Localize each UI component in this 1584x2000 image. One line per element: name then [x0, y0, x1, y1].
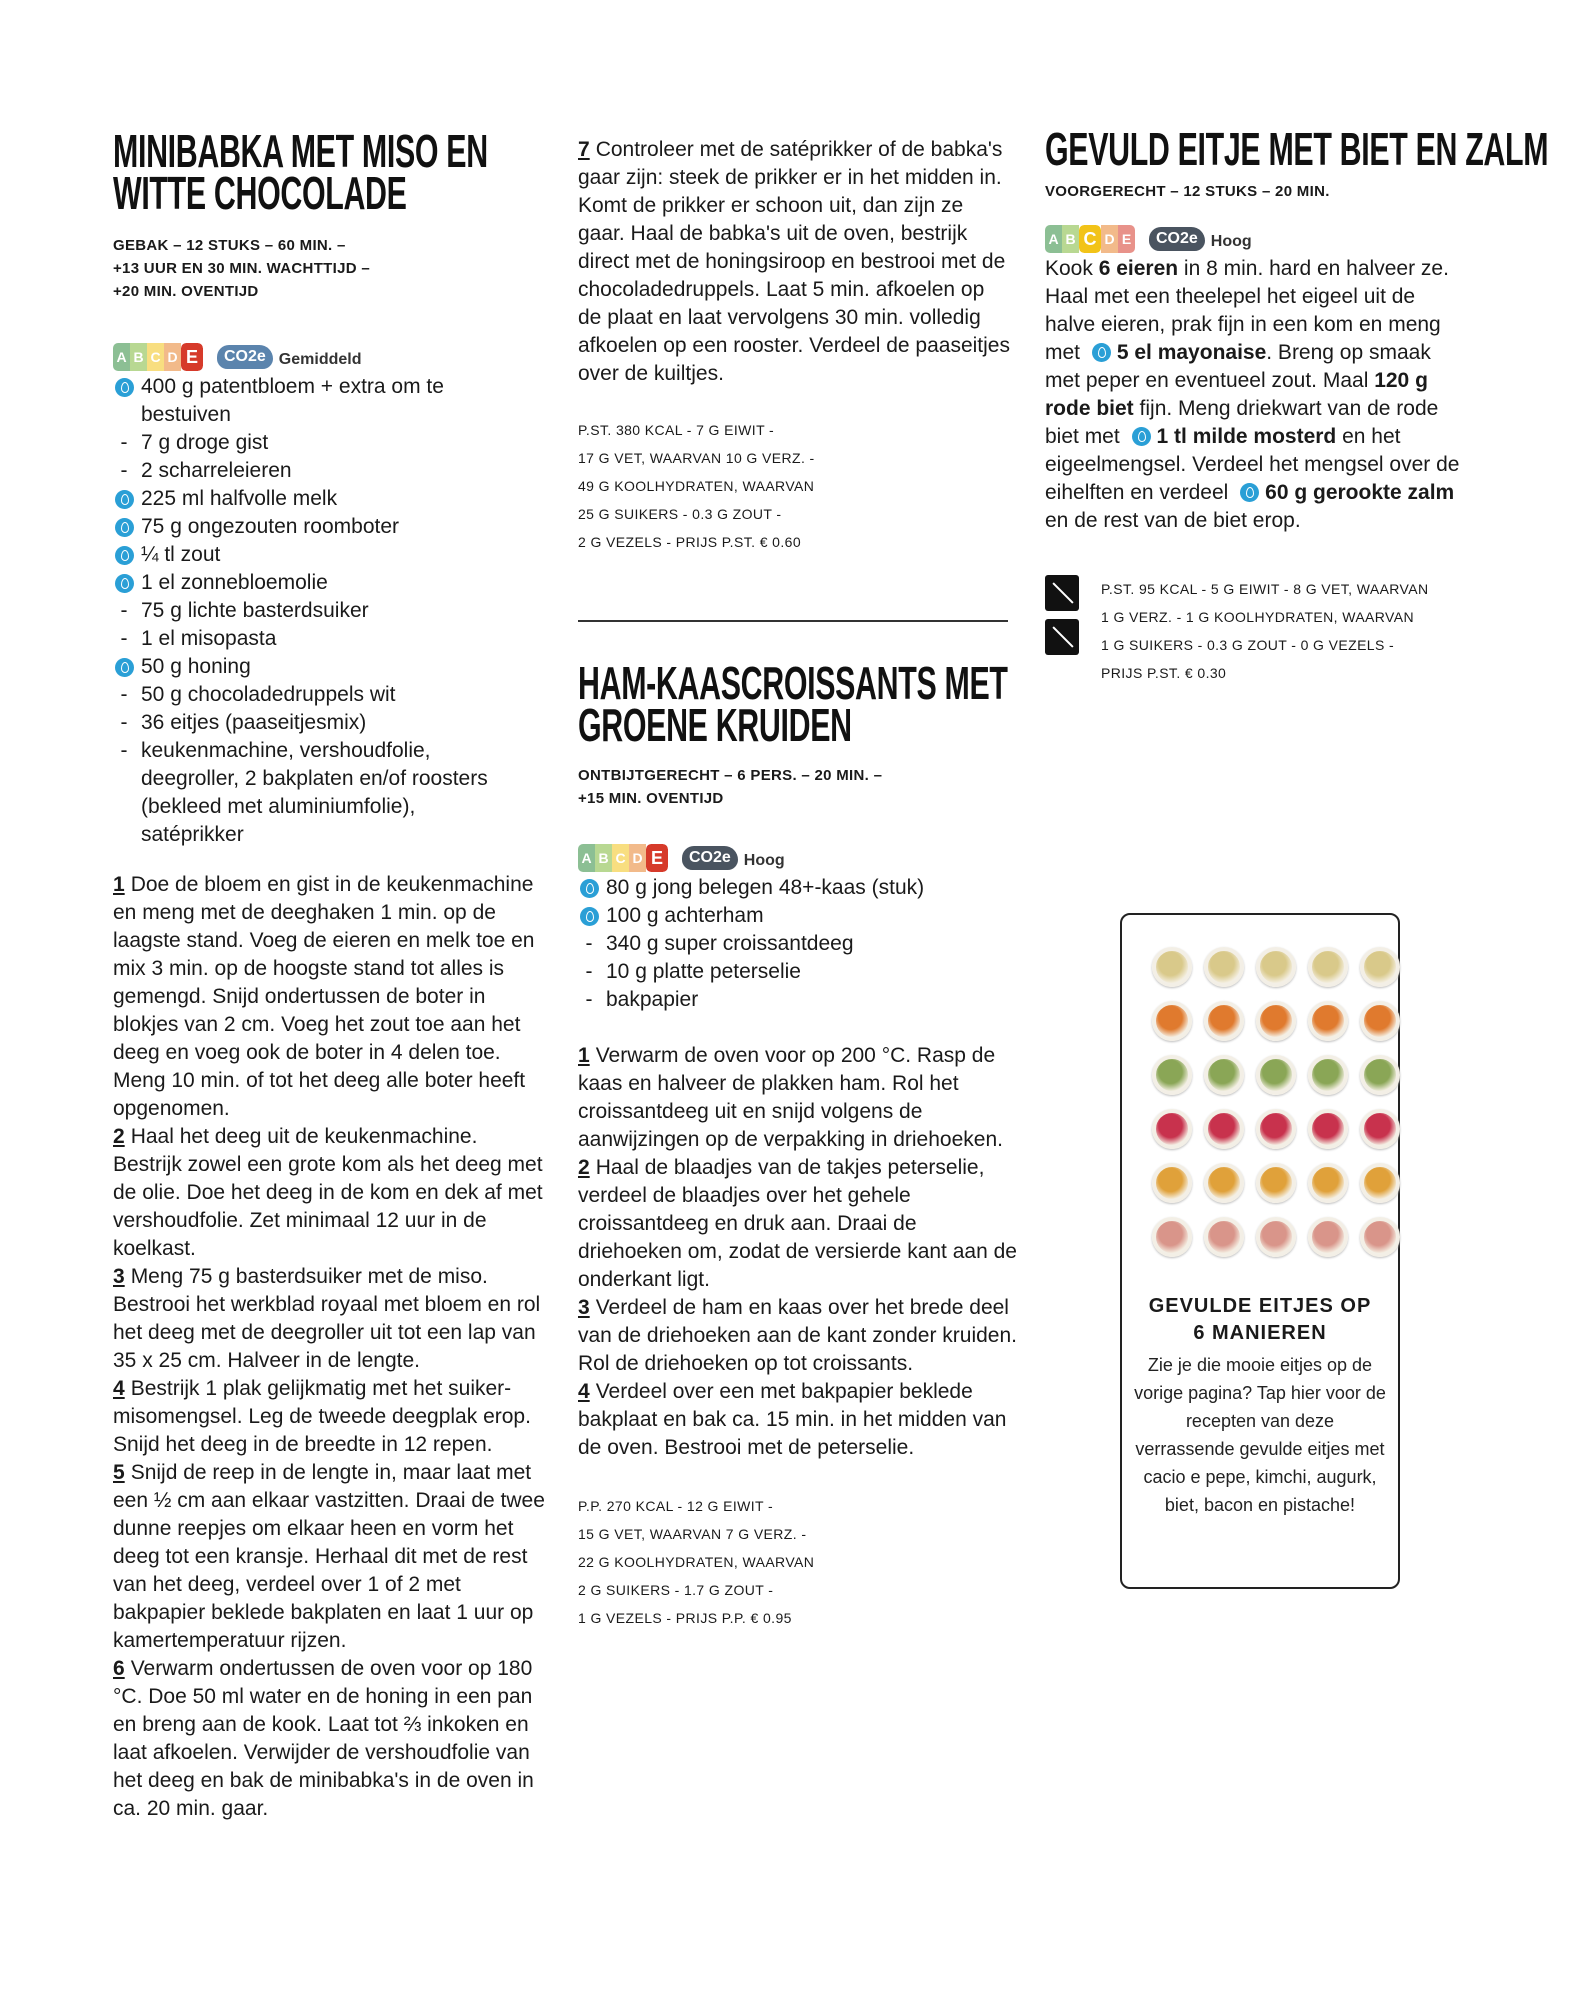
- nutrition-line: 1 G VEZELS - PRIJS P.P. € 0.95: [578, 1610, 792, 1626]
- ingredient-item: [113, 569, 553, 597]
- egg: [1308, 1109, 1348, 1149]
- egg: [1204, 1001, 1244, 1041]
- bullet: [113, 765, 135, 793]
- bullet: [113, 793, 135, 821]
- ingredient-text: 1 el misopasta: [141, 627, 277, 650]
- ingredient-text: 400 g patentbloem + extra om te: [141, 375, 444, 398]
- step-text: Verwarm de oven voor op 200 °C. Rasp de kaas en halveer de plakken ham. Rol het croissantdeeg uit en snijd volgens de aanwijzingen op de verpakking in driehoeken.: [578, 1044, 1003, 1151]
- eggs-photo: [1152, 947, 1398, 1257]
- ingredient-bonus-icon: [113, 541, 135, 569]
- nutriscore-b: B: [130, 343, 147, 371]
- recipe-minibabka-continued: [578, 136, 1010, 556]
- drop-icon: [115, 378, 134, 397]
- ingredient-text: 100 g achterham: [606, 904, 764, 927]
- nutriscore-d: D: [629, 844, 646, 872]
- promo-text: Zie je die mooie eitjes op de vorige pagina? Tap hier voor de recepten van deze verrassende gevulde eitjes met cacio e pepe, kimchi, augurk, biet, bacon en pistache!: [1134, 1355, 1386, 1515]
- meta-line: GEBAK – 12 STUKS – 60 MIN. –: [113, 237, 346, 254]
- steps: [578, 136, 1010, 388]
- nutriscore-b: B: [1062, 225, 1079, 253]
- meta-line: ONTBIJTGERECHT – 6 PERS. – 20 MIN. –: [578, 767, 883, 784]
- co2-rating: [682, 846, 785, 870]
- step-text: Meng 75 g basterdsuiker met de miso. Bestrooi het werkblad royaal met bloem en rol het deeg met de deegroller uit tot een lap van 35 x 25 cm. Halveer in de lengte.: [113, 1265, 541, 1372]
- egg: [1256, 1055, 1296, 1095]
- step-number: 1: [113, 873, 125, 896]
- steps: [113, 871, 545, 1823]
- ingredient-highlight: 60 g gerookte zalm: [1265, 481, 1455, 504]
- ingredient-text: 50 g chocoladedruppels wit: [141, 683, 396, 706]
- nutrition-info: [578, 416, 1010, 556]
- co2-level: Hoog: [1210, 233, 1252, 250]
- bullet: -: [120, 459, 128, 482]
- instruction-text: . Breng op smaak met peper en eventueel zout. Maal: [1045, 341, 1431, 392]
- step-number: 7: [578, 138, 590, 161]
- ingredient-bonus-icon: [1092, 343, 1111, 362]
- egg: [1152, 947, 1192, 987]
- ingredient-text: (bekleed met aluminiumfolie),: [141, 795, 416, 818]
- step: [578, 1042, 1018, 1154]
- title-line: HAM-KAASCROISSANTS MET: [578, 657, 1008, 709]
- egg: [1308, 1001, 1348, 1041]
- bullet: -: [585, 932, 593, 955]
- egg: [1256, 1109, 1296, 1149]
- nutrition-line: 2 G VEZELS - PRIJS P.ST. € 0.60: [578, 534, 802, 550]
- ingredient-list: [578, 874, 1018, 1014]
- instruction-text: fijn. Meng driekwart van de rode biet met: [1045, 397, 1439, 448]
- ingredient-text: ¼ tl zout: [141, 543, 221, 566]
- instruction-text: in 8 min. hard en halveer ze. Haal met een theelepel het eigeel uit de halve eieren, prak fijn in een kom en meng met: [1045, 257, 1449, 364]
- ingredient-text: bakpapier: [606, 988, 699, 1011]
- title-line: WITTE CHOCOLADE: [113, 167, 407, 219]
- recipe-meta: [113, 234, 553, 303]
- ingredient-list: [113, 373, 553, 849]
- title-line: MINIBABKA MET MISO EN: [113, 125, 488, 177]
- step: [113, 1263, 545, 1375]
- bullet: -: [585, 960, 593, 983]
- egg: [1204, 947, 1244, 987]
- ingredient-item: [113, 821, 553, 849]
- divider: [578, 620, 1008, 622]
- ingredient-item: [113, 737, 553, 765]
- step-number: 4: [578, 1380, 590, 1403]
- ingredient-bonus-icon: [1132, 427, 1151, 446]
- nutriscore-a: A: [113, 343, 130, 371]
- ingredient-item: [113, 401, 553, 429]
- step-number: 5: [113, 1461, 125, 1484]
- title-line: GROENE KRUIDEN: [578, 699, 852, 751]
- nutrition-block: [1045, 575, 1485, 687]
- nutrition-info: [1101, 575, 1429, 687]
- step-text: Doe de bloem en gist in de keukenmachine en meng met de deeghaken 1 min. op de laagste stand. Voeg de eieren en melk toe en mix 3 min. op de hoogste stand tot alles is gemengd. Snijd ondertussen de boter in blokjes van 2 cm. Voeg het zout toe aan het deeg en voeg ook de boter in 4 delen toe. Meng 10 min. of tot het deeg alle boter heeft opgenomen.: [113, 873, 535, 1120]
- step: [578, 136, 1010, 388]
- recipe-gevuld-eitje: [1045, 123, 1549, 687]
- labels: [113, 341, 553, 373]
- ingredient-bonus-icon: [1240, 483, 1259, 502]
- ingredient-text: 36 eitjes (paaseitjesmix): [141, 711, 367, 734]
- ingredient-item: [113, 765, 553, 793]
- title-line: 6 MANIEREN: [1193, 1322, 1327, 1344]
- meta-line: +20 MIN. OVENTIJD: [113, 283, 259, 300]
- ingredient-text: 75 g ongezouten roomboter: [141, 515, 400, 538]
- nutriscore-e: E: [181, 343, 203, 371]
- ingredient-highlight: 5 el mayonaise: [1116, 341, 1267, 364]
- recipe-meta: VOORGERECHT – 12 STUKS – 20 MIN.: [1045, 183, 1330, 200]
- nutriscore-c: C: [1079, 225, 1101, 253]
- ingredient-highlight: 120 g rode biet: [1045, 369, 1428, 420]
- nutriscore-badge: [1045, 225, 1135, 253]
- egg: [1360, 1055, 1400, 1095]
- nutriscore-e: E: [1118, 225, 1135, 253]
- ingredient-text: 1 el zonnebloemolie: [141, 571, 328, 594]
- recipe-title: GEVULD EITJE MET BIET EN ZALM: [1045, 123, 1549, 175]
- recipe-title: [578, 657, 1008, 751]
- co2-cloud-icon: CO2e: [682, 846, 738, 870]
- nutriscore-badge: [578, 844, 668, 872]
- step-text: Verdeel de ham en kaas over het brede deel van de driehoeken aan de kant zonder kruiden. Rol de driehoeken op tot croissants.: [578, 1296, 1017, 1375]
- bullet: -: [120, 739, 128, 762]
- step: [578, 1378, 1018, 1462]
- egg: [1204, 1055, 1244, 1095]
- co2-rating: [1149, 227, 1252, 251]
- ingredient-text: 7 g droge gist: [141, 431, 269, 454]
- step: [113, 1655, 545, 1823]
- ingredient-item: [113, 653, 553, 681]
- ingredient-highlight: 6 eieren: [1098, 257, 1179, 280]
- nutrition-line: 22 G KOOLHYDRATEN, WAARVAN: [578, 1554, 815, 1570]
- nutrition-info: [578, 1492, 1018, 1632]
- step-text: Controleer met de satéprikker of de babka's gaar zijn: steek de prikker er in het midden in. Komt de prikker er schoon uit, dan zijn ze gaar. Haal de babka's uit de oven, bestrijk direct met de honingsiroop en bestrooi met de chocoladedruppels. Laat 5 min. afkoelen op de plaat en laat vervolgens 30 min. volledig afkoelen op een rooster. Verdeel de paaseitjes over de kuiltjes.: [578, 138, 1010, 385]
- drop-icon: [580, 879, 599, 898]
- ingredient-text: bestuiven: [141, 403, 231, 426]
- egg: [1204, 1217, 1244, 1257]
- bullet: -: [585, 988, 593, 1011]
- co2-cloud-icon: CO2e: [1149, 227, 1205, 251]
- ingredient-item: [113, 597, 553, 625]
- step-number: 3: [113, 1265, 125, 1288]
- egg: [1360, 1001, 1400, 1041]
- ingredient-item: [578, 902, 1018, 930]
- ingredient-text: deegroller, 2 bakplaten en/of roosters: [141, 767, 488, 790]
- ingredient-item: [113, 793, 553, 821]
- instruction-text: en het eigeelmengsel. Verdeel het mengsel over de eihelften en verdeel: [1045, 425, 1460, 504]
- ingredient-text: satéprikker: [141, 823, 244, 846]
- ingredient-bonus-icon: [578, 902, 600, 930]
- recipe-title: [113, 125, 488, 219]
- nutrition-line: 17 G VET, WAARVAN 10 G VERZ. -: [578, 450, 815, 466]
- ingredient-item: [578, 930, 1018, 958]
- egg: [1256, 1001, 1296, 1041]
- ingredient-text: 340 g super croissantdeeg: [606, 932, 854, 955]
- nutriscore-a: A: [578, 844, 595, 872]
- step-number: 2: [113, 1125, 125, 1148]
- egg: [1256, 1217, 1296, 1257]
- ingredient-bonus-icon: [113, 485, 135, 513]
- ingredient-text: 75 g lichte basterdsuiker: [141, 599, 369, 622]
- bullet: [113, 401, 135, 429]
- recipe-minibabka: [113, 125, 553, 1823]
- co2-level: Gemiddeld: [278, 351, 362, 368]
- egg: [1204, 1163, 1244, 1203]
- nutrition-line: 1 G VERZ. - 1 G KOOLHYDRATEN, WAARVAN: [1101, 609, 1415, 625]
- bullet: -: [120, 431, 128, 454]
- step-text: Snijd de reep in de lengte in, maar laat met een ½ cm aan elkaar vastzitten. Draai de twee dunne reepjes om elkaar heen en vorm het deeg tot een kransje. Herhaal dit met de rest van het deeg, verdeel over 1 of 2 met bakpapier beklede bakplaten en laat 1 uur op kamertemperatuur rijzen.: [113, 1461, 545, 1652]
- nutrition-line: P.P. 270 KCAL - 12 G EIWIT -: [578, 1498, 774, 1514]
- ingredient-text: 50 g honing: [141, 655, 251, 678]
- title-line: GEVULDE EITJES OP: [1148, 1295, 1372, 1317]
- step-text: Haal het deeg uit de keukenmachine. Bestrijk zowel een grote kom als het deeg met de olie. Doe het deeg in de kom en dek af met vershoudfolie. Zet minimaal 12 uur in de koelkast.: [113, 1125, 543, 1260]
- recipe-ham-kaascroissants: [578, 657, 1018, 1632]
- instruction-text: en de rest van de biet erop.: [1045, 509, 1301, 532]
- bullet: [113, 821, 135, 849]
- egg: [1256, 947, 1296, 987]
- ingredient-item: [113, 625, 553, 653]
- ingredient-bonus-icon: [113, 373, 135, 401]
- drop-icon: [115, 658, 134, 677]
- labels: [1045, 223, 1485, 255]
- egg: [1204, 1109, 1244, 1149]
- drop-icon: [115, 574, 134, 593]
- gluten-free-icon: [1045, 575, 1079, 611]
- nutrition-line: 49 G KOOLHYDRATEN, WAARVAN: [578, 478, 815, 494]
- nutriscore-c: C: [147, 343, 164, 371]
- nutrition-line: P.ST. 95 KCAL - 5 G EIWIT - 8 G VET, WAARVAN: [1101, 581, 1429, 597]
- nutrition-line: P.ST. 380 KCAL - 7 G EIWIT -: [578, 422, 775, 438]
- egg: [1360, 1217, 1400, 1257]
- ingredient-text: 225 ml halfvolle melk: [141, 487, 338, 510]
- step-text: Verdeel over een met bakpapier beklede bakplaat en bak ca. 15 min. in het midden van de oven. Bestrooi met de peterselie.: [578, 1380, 1007, 1459]
- recipe-meta: [578, 764, 1018, 810]
- ingredient-text: 2 scharreleieren: [141, 459, 292, 482]
- ingredient-item: [113, 457, 553, 485]
- ingredient-item: [578, 874, 1018, 902]
- nutriscore-badge: [113, 343, 203, 371]
- nutriscore-a: A: [1045, 225, 1062, 253]
- egg: [1308, 1163, 1348, 1203]
- egg: [1152, 1001, 1192, 1041]
- egg: [1308, 1217, 1348, 1257]
- diet-icons: [1045, 575, 1079, 687]
- egg: [1360, 1109, 1400, 1149]
- step-number: 2: [578, 1156, 590, 1179]
- meta-line: +15 MIN. OVENTIJD: [578, 790, 724, 807]
- steps: [578, 1042, 1018, 1462]
- drop-icon: [115, 490, 134, 509]
- nutriscore-b: B: [595, 844, 612, 872]
- instruction-text: Kook: [1045, 257, 1099, 280]
- nutrition-line: 25 G SUIKERS - 0.3 G ZOUT -: [578, 506, 782, 522]
- co2-rating: [217, 345, 361, 369]
- meta-line: +13 UUR EN 30 MIN. WACHTTIJD –: [113, 260, 370, 277]
- ingredient-text: 10 g platte peterselie: [606, 960, 801, 983]
- nutriscore-e: E: [646, 844, 668, 872]
- step: [113, 1375, 545, 1459]
- ingredient-item: [578, 986, 1018, 1014]
- ingredient-text: 80 g jong belegen 48+-kaas (stuk): [606, 876, 925, 899]
- step-text: Haal de blaadjes van de takjes peterselie, verdeel de blaadjes over het gehele croissantdeeg en druk aan. Draai de driehoeken om, zodat de versierde kant aan de onderkant ligt.: [578, 1156, 1017, 1291]
- promo-title: [1122, 1293, 1398, 1347]
- nutrition-line: 2 G SUIKERS - 1.7 G ZOUT -: [578, 1582, 774, 1598]
- step: [113, 871, 545, 1123]
- ingredient-bonus-icon: [113, 513, 135, 541]
- step: [578, 1294, 1018, 1378]
- step: [578, 1154, 1018, 1294]
- promo-card-gevulde-eitjes[interactable]: [1120, 913, 1400, 1589]
- ingredient-highlight: 1 tl milde mosterd: [1156, 425, 1337, 448]
- labels: [578, 842, 1018, 874]
- nutriscore-d: D: [164, 343, 181, 371]
- egg: [1152, 1217, 1192, 1257]
- bullet: -: [120, 599, 128, 622]
- step-text: Verwarm ondertussen de oven voor op 180 °C. Doe 50 ml water en de honing in een pan en breng aan de kook. Laat tot ⅔ inkoken en laat afkoelen. Verwijder de vershoudfolie van het deeg en bak de minibabka's in de oven in ca. 20 min. gaar.: [113, 1657, 534, 1820]
- bullet: -: [120, 683, 128, 706]
- nutrition-line: 15 G VET, WAARVAN 7 G VERZ. -: [578, 1526, 807, 1542]
- recipe-instructions: [1045, 255, 1465, 535]
- ingredient-item: [113, 513, 553, 541]
- egg: [1152, 1055, 1192, 1095]
- bullet: -: [120, 627, 128, 650]
- co2-cloud-icon: CO2e: [217, 345, 273, 369]
- ingredient-bonus-icon: [113, 569, 135, 597]
- egg: [1152, 1163, 1192, 1203]
- co2-level: Hoog: [743, 852, 785, 869]
- ingredient-item: [113, 709, 553, 737]
- ingredient-bonus-icon: [113, 653, 135, 681]
- ingredient-item: [113, 541, 553, 569]
- step-text: Bestrijk 1 plak gelijkmatig met het suiker-misomengsel. Leg de tweede deegplak erop. Snijd het deeg in de breedte in 12 repen.: [113, 1377, 531, 1456]
- bullet: -: [120, 711, 128, 734]
- ingredient-item: [113, 681, 553, 709]
- drop-icon: [580, 907, 599, 926]
- nutrition-line: PRIJS P.ST. € 0.30: [1101, 665, 1227, 681]
- ingredient-item: [113, 485, 553, 513]
- step: [113, 1459, 545, 1655]
- nutriscore-c: C: [612, 844, 629, 872]
- step-number: 6: [113, 1657, 125, 1680]
- nutriscore-d: D: [1101, 225, 1118, 253]
- ingredient-item: [113, 429, 553, 457]
- egg: [1308, 1055, 1348, 1095]
- egg: [1308, 947, 1348, 987]
- nutrition-line: 1 G SUIKERS - 0.3 G ZOUT - 0 G VEZELS -: [1101, 637, 1395, 653]
- step-number: 3: [578, 1296, 590, 1319]
- lactose-free-icon: [1045, 619, 1079, 655]
- step-number: 1: [578, 1044, 590, 1067]
- ingredient-item: [113, 373, 553, 401]
- ingredient-item: [578, 958, 1018, 986]
- egg: [1152, 1109, 1192, 1149]
- drop-icon: [115, 546, 134, 565]
- ingredient-bonus-icon: [578, 874, 600, 902]
- egg: [1360, 1163, 1400, 1203]
- ingredient-text: keukenmachine, vershoudfolie,: [141, 739, 431, 762]
- drop-icon: [115, 518, 134, 537]
- egg: [1256, 1163, 1296, 1203]
- egg: [1360, 947, 1400, 987]
- step-number: 4: [113, 1377, 125, 1400]
- step: [113, 1123, 545, 1263]
